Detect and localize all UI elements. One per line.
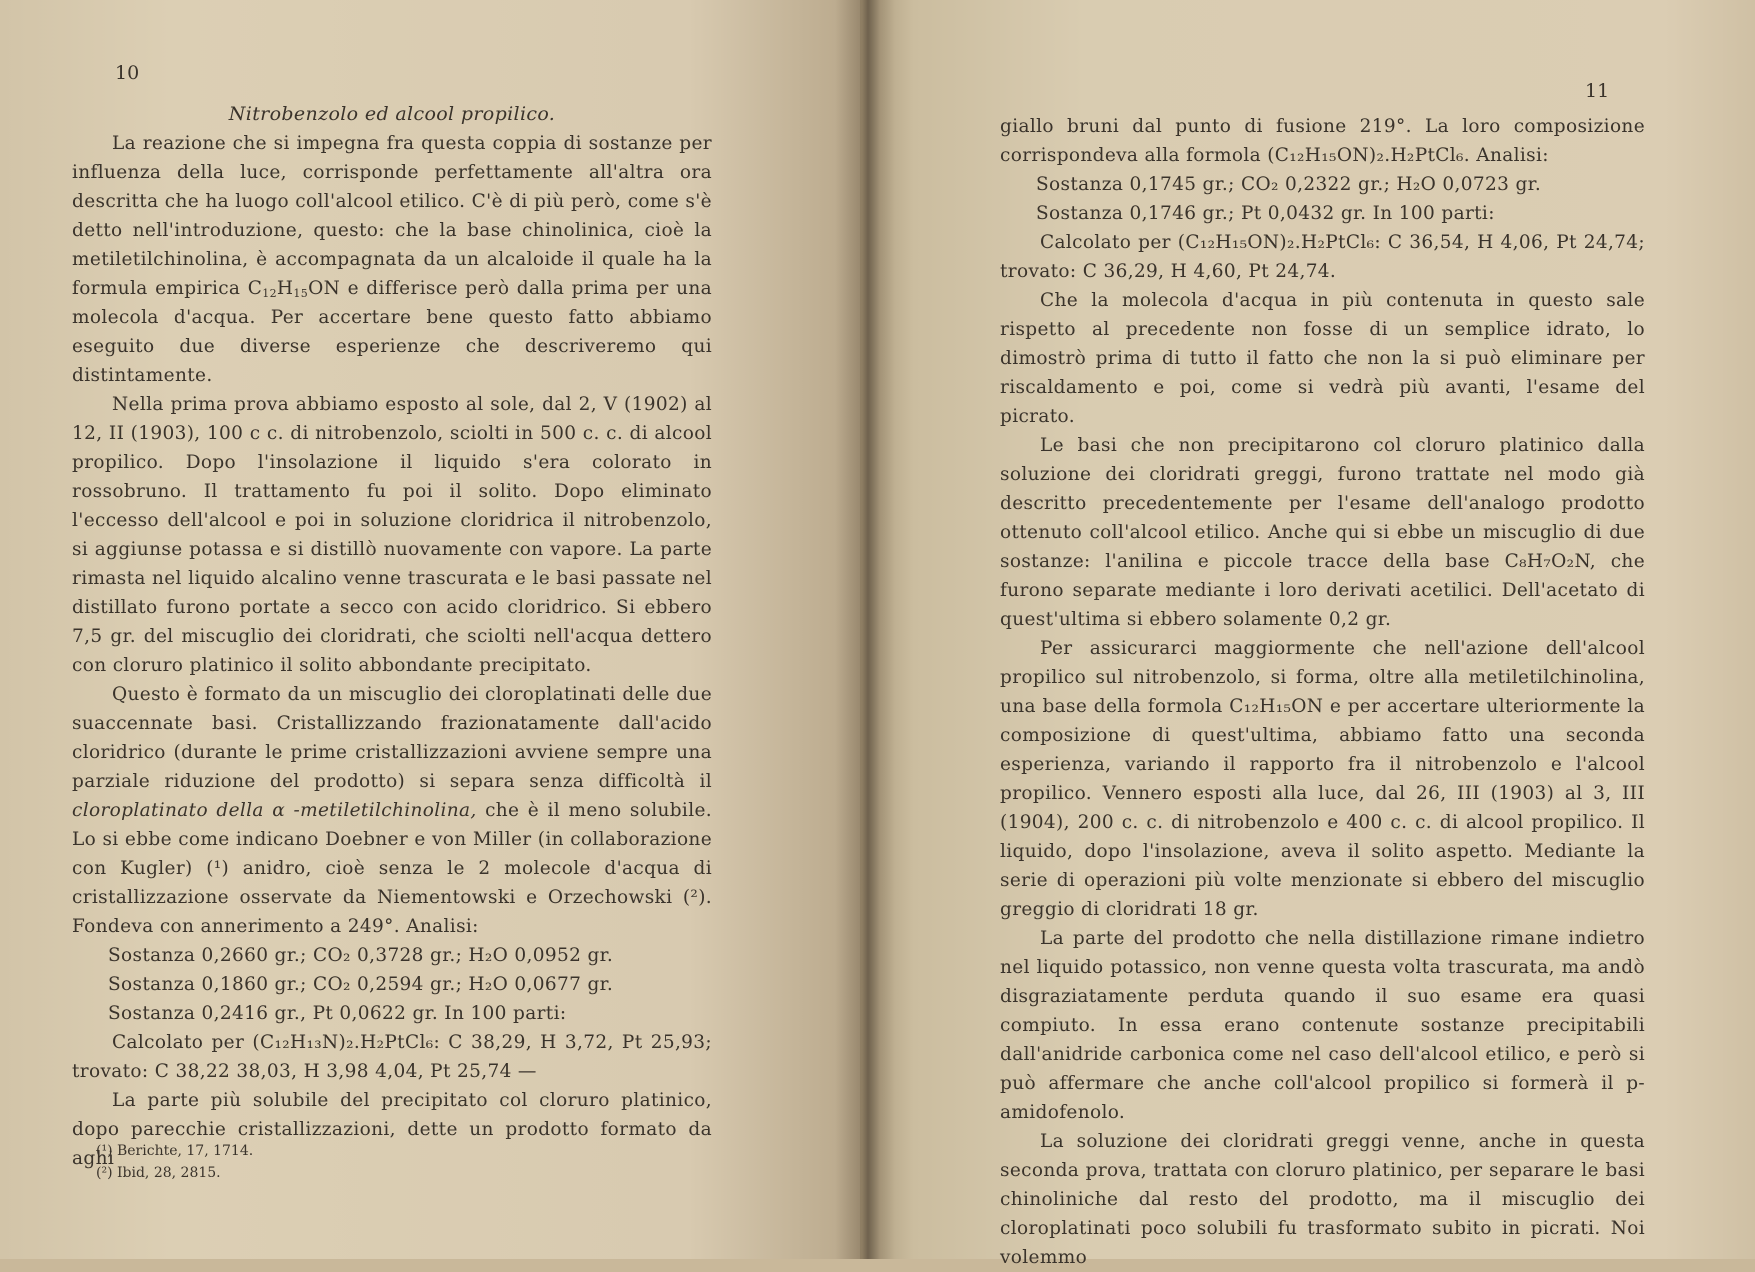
paragraph: La parte più solubile del precipitato col cloruro platinico, dopo parecchie cristallizzazioni, dette un prodotto formato da aghi	[72, 1090, 712, 1169]
analysis-line: Sostanza 0,1860 gr.; CO₂ 0,2594 gr.; H₂O 0,0677 gr.	[108, 974, 614, 995]
paragraph-text: Questo è formato da un miscuglio dei cloroplatinati delle due suaccennate basi. Cristallizzando frazionatamente dall'acido cloridrico (durante le prime cristallizzazioni avviene sempre una parziale riduzione del prodotto) si separa senza difficoltà il	[72, 684, 712, 792]
paragraph-text: H	[276, 278, 294, 299]
page-number-right: 11	[1585, 80, 1610, 102]
analysis-line: Sostanza 0,2660 gr.; CO₂ 0,3728 gr.; H₂O 0,0952 gr.	[108, 945, 614, 966]
paragraph: La soluzione dei cloridrati greggi venne, anche in questa seconda prova, trattata con cloruro platinico, per separare le basi chinoliniche dal resto del prodotto, ma il miscuglio dei cloroplatinati poco solubili fu trasformato subito in picrati. Noi volemmo	[1000, 1131, 1645, 1268]
analysis-line: Sostanza 0,2416 gr., Pt 0,0622 gr. In 100 parti:	[108, 1003, 567, 1024]
left-page	[0, 0, 860, 1259]
analysis-line: Sostanza 0,1746 gr.; Pt 0,0432 gr. In 100 parti:	[1036, 203, 1495, 224]
paragraph: Le basi che non precipitarono col cloruro platinico dalla soluzione dei cloridrati greggi, furono trattate nel modo già descritto precedentemente per l'esame dell'analogo prodotto ottenuto coll'alcool etilico. Anche qui si ebbe un miscuglio di due sostanze: l'anilina e piccole tracce della base C₈H₇O₂N, che furono separate mediante i loro derivati acetilici. Dell'acetato di quest'ultima si ebbero solamente 0,2 gr.	[1000, 435, 1645, 630]
paragraph: La parte del prodotto che nella distillazione rimane indietro nel liquido potassico, non venne questa volta trascurata, ma andò disgraziatamente perduta quando il suo esame era quasi compiuto. In essa erano contenute sostanze precipitabili dall'anidride carbonica come nel caso dell'alcool etilico, e però si può affermare che anche coll'alcool propilico si formerà il p-amidofenolo.	[1000, 928, 1645, 1123]
page-number-left: 10	[115, 62, 140, 84]
paragraph	[72, 129, 712, 390]
subscript: 15	[293, 287, 309, 300]
paragraph-text: ON e differisce però dalla prima per una molecola d'acqua. Per accertare bene questo fatto abbiamo eseguito due diverse esperienze che descriveremo qui distintamente.	[72, 278, 712, 386]
footnote: (²) Ibid, 28, 2815.	[96, 1165, 221, 1181]
paragraph: Per assicurarci maggiormente che nell'azione dell'alcool propilico sul nitrobenzolo, si forma, oltre alla metiletilchinolina, una base della formola C₁₂H₁₅ON e per accertare ulteriormente la composizione di quest'ultima, abbiamo fatto una seconda esperienza, variando il rapporto fra il nitrobenzolo e l'alcool propilico. Vennero esposti alla luce, dal 26, III (1903) al 3, III (1904), 200 c. c. di nitrobenzolo e 400 c. c. di alcool propilico. Il liquido, dopo l'insolazione, aveva il solito aspetto. Mediante la serie di operazioni più volte menzionate si ebbero del miscuglio greggio di cloridrati 18 gr.	[1000, 638, 1645, 920]
subscript: 12	[262, 287, 277, 300]
paragraph: giallo bruni dal punto di fusione 219°. La loro composizione corrispondeva alla formola (C₁₂H₁₅ON)₂.H₂PtCl₆. Analisi:	[1000, 116, 1645, 166]
book-gutter	[835, 0, 895, 1259]
paragraph: Nella prima prova abbiamo esposto al sole, dal 2, V (1902) al 12, II (1903), 100 c c. di nitrobenzolo, sciolti in 500 c. c. di alcool propilico. Dopo l'insolazione il liquido s'era colorato in rossobruno. Il trattamento fu poi il solito. Dopo eliminato l'eccesso dell'alcool e poi in soluzione cloridrica il nitrobenzolo, si aggiunse potassa e si distillò nuovamente con vapore. La parte rimasta nel liquido alcalino venne trascurata e le basi passate nel distillato furono portate a secco con acido cloridrico. Si ebbero 7,5 gr. del miscuglio dei cloridrati, che sciolti nell'acqua dettero con cloruro platinico il solito abbondante precipitato.	[72, 394, 712, 676]
footnote: (¹) Berichte, 17, 1714.	[96, 1143, 254, 1159]
paragraph-text: La reazione che si impegna fra questa coppia di sostanze per influenza della luce, corrisponde perfettamente all'altra ora descritta che ha luogo coll'alcool etilico. C'è di più però, come s'è detto nell'introduzione, questo: che la base chinolinica, cioè la metiletilchinolina, è accompagnata da un alcaloide il quale ha la formula empirica C	[72, 133, 712, 299]
analysis-line: Sostanza 0,1745 gr.; CO₂ 0,2322 gr.; H₂O 0,0723 gr.	[1036, 174, 1542, 195]
paragraph	[72, 680, 712, 941]
footnotes	[96, 1140, 696, 1184]
right-page-text	[1000, 112, 1645, 1272]
paragraph: Che la molecola d'acqua in più contenuta in questo sale rispetto al precedente non fosse di un semplice idrato, lo dimostrò prima di tutto il fatto che non la si può eliminare per riscaldamento e poi, come si vedrà più avanti, l'esame del picrato.	[1000, 290, 1645, 427]
calculation-line: Calcolato per (C₁₂H₁₃N)₂.H₂PtCl₆: C 38,29, H 3,72, Pt 25,93; trovato: C 38,22 38,03, H 3,98 4,04, Pt 25,74 —	[72, 1032, 712, 1082]
italic-term: cloroplatinato della α -metiletilchinolina,	[72, 800, 477, 821]
left-page-text	[72, 100, 712, 1173]
calculation-line: Calcolato per (C₁₂H₁₅ON)₂.H₂PtCl₆: C 36,54, H 4,06, Pt 24,74; trovato: C 36,29, H 4,60, Pt 24,74.	[1000, 232, 1645, 282]
paragraph-text: che è il meno solubile. Lo si ebbe come indicano Doebner e von Miller (in collaborazione con Kugler) (¹) anidro, cioè senza le 2 molecole d'acqua di cristallizzazione osservate da Niementowski e Orzechowski (²). Fondeva con annerimento a 249°. Analisi:	[72, 800, 712, 937]
section-heading: Nitrobenzolo ed alcool propilico.	[228, 103, 556, 125]
